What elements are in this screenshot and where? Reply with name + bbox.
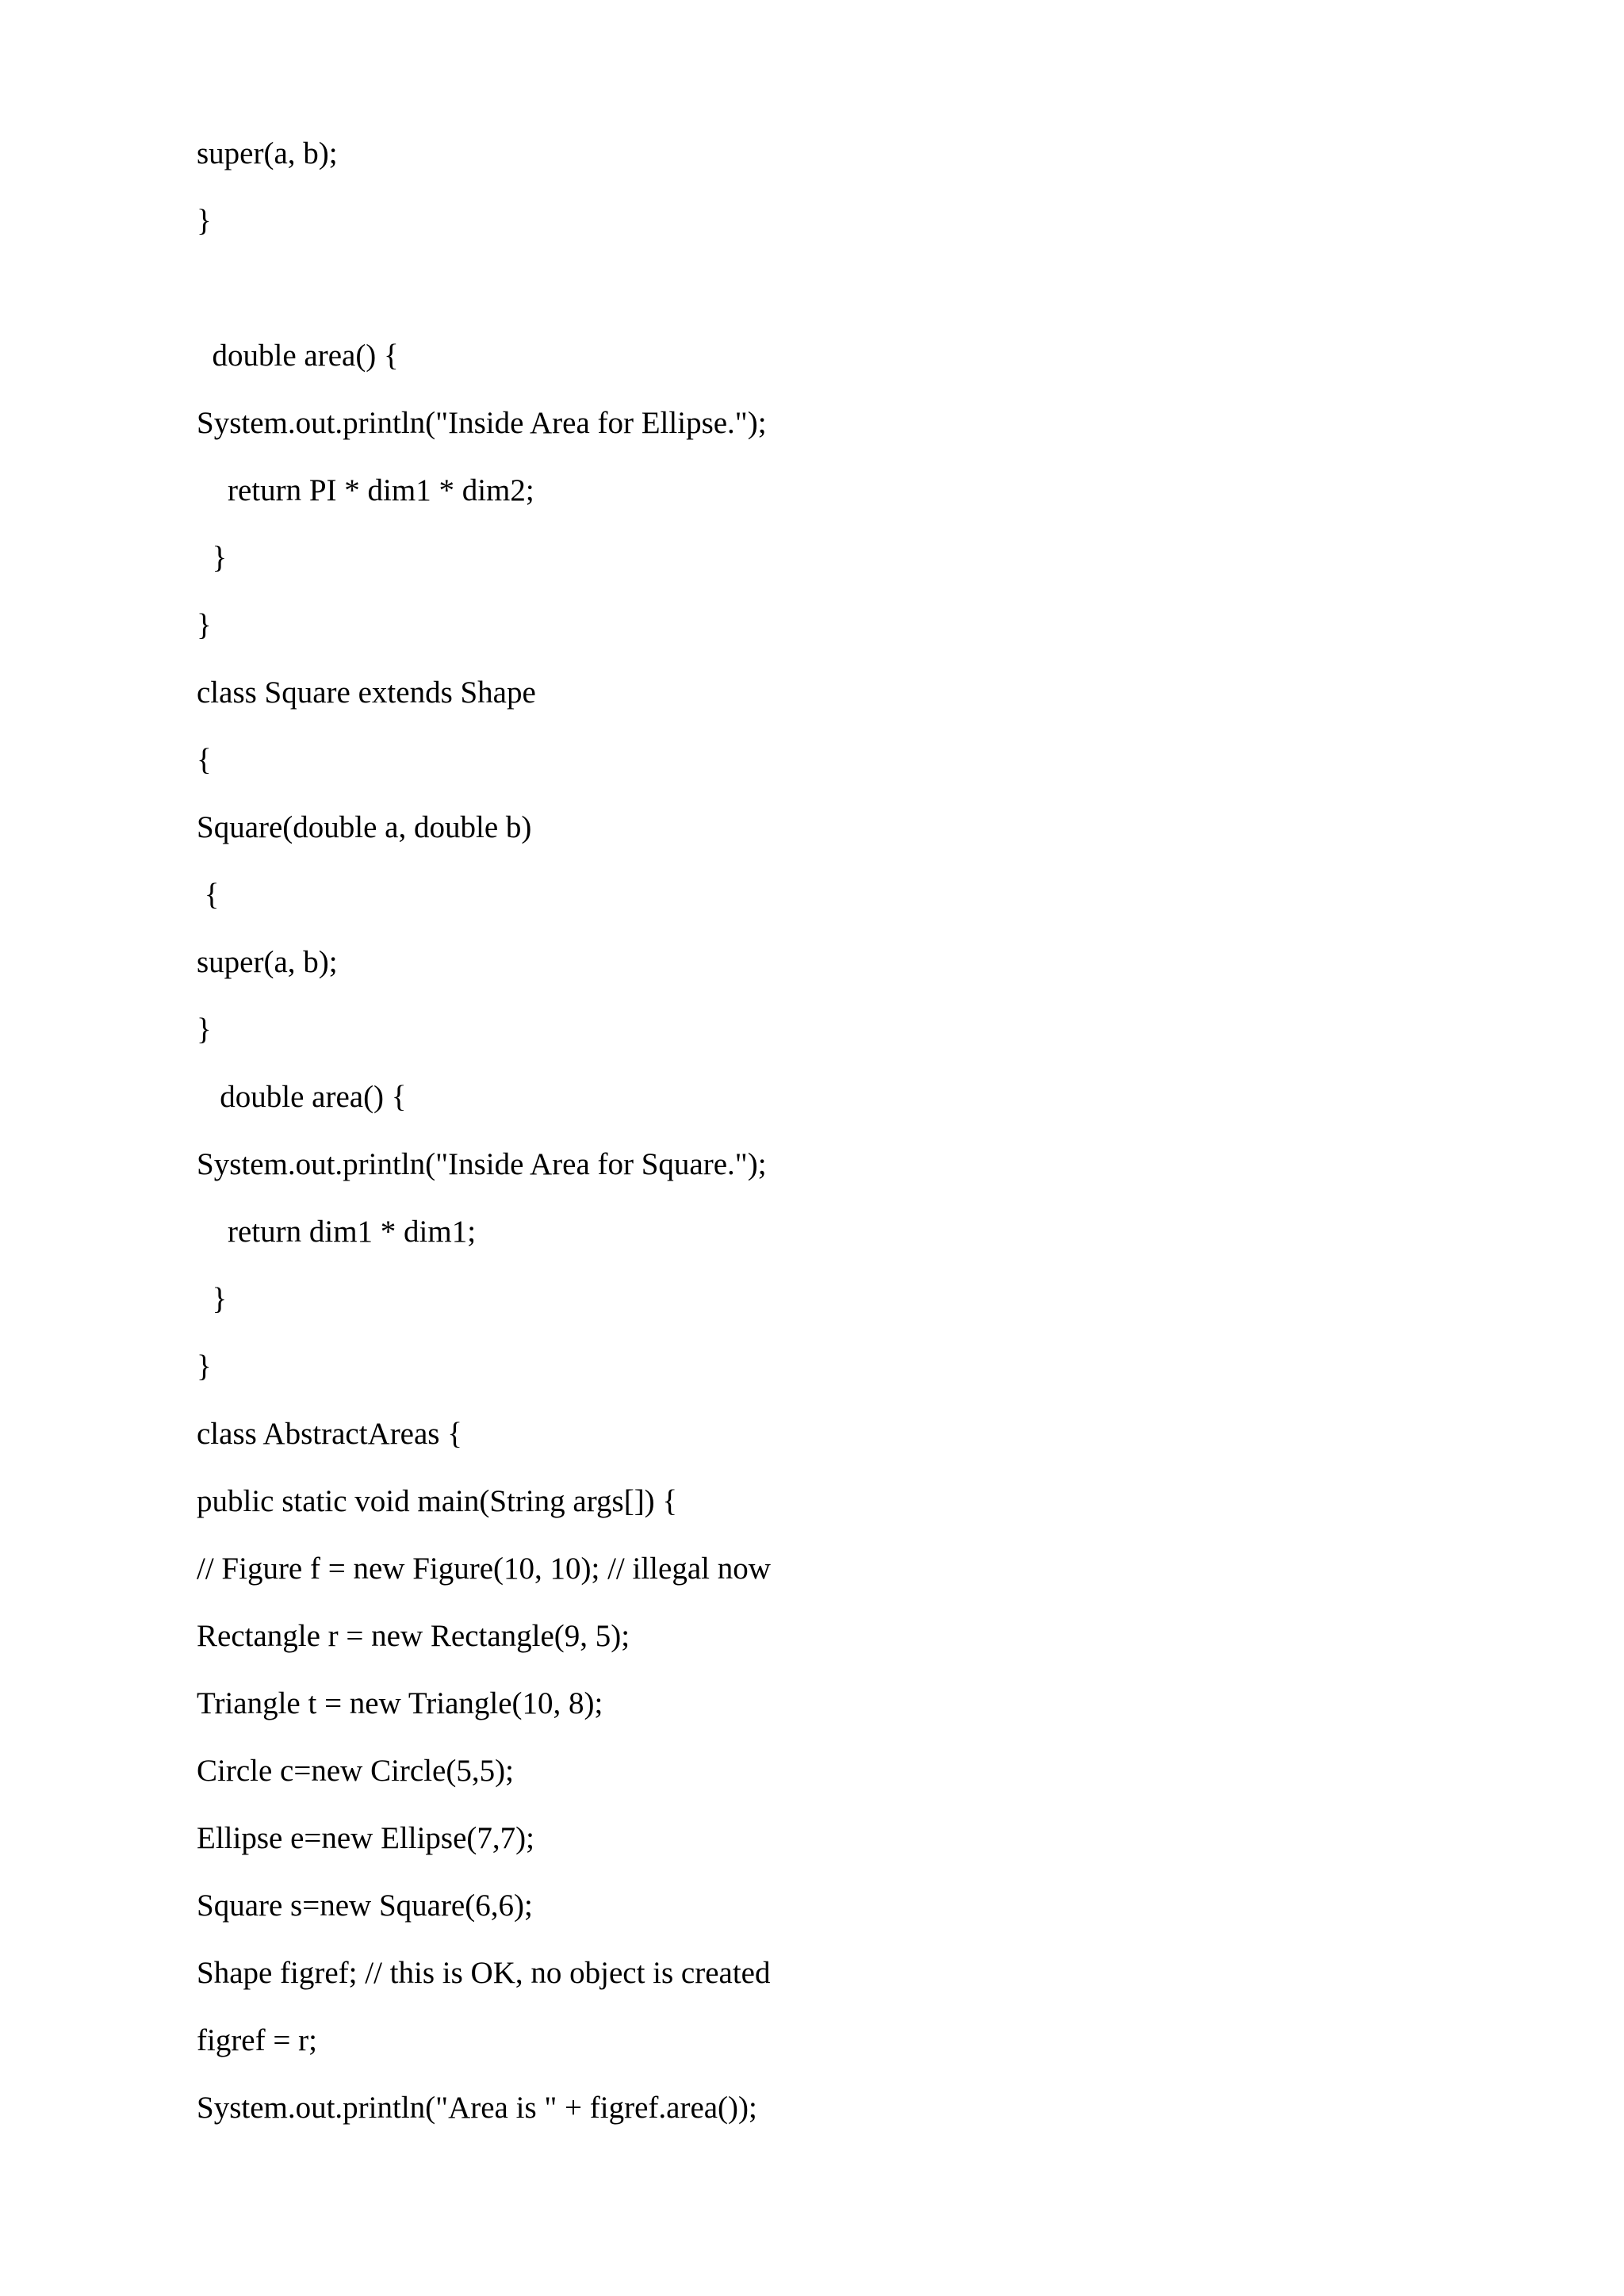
- code-line: class AbstractAreas {: [197, 1417, 462, 1451]
- code-line: super(a, b);: [197, 945, 338, 979]
- code-line: return dim1 * dim1;: [197, 1215, 477, 1249]
- code-line: }: [197, 1349, 212, 1383]
- code-line: {: [197, 878, 220, 912]
- code-line: System.out.println("Inside Area for Square.");: [197, 1147, 767, 1181]
- code-line: double area() {: [197, 1080, 407, 1114]
- code-line: super(a, b);: [197, 136, 338, 170]
- code-line: Ellipse e=new Ellipse(7,7);: [197, 1821, 534, 1855]
- code-line: Square s=new Square(6,6);: [197, 1888, 533, 1923]
- code-line: Rectangle r = new Rectangle(9, 5);: [197, 1619, 630, 1653]
- code-line: }: [197, 1012, 212, 1047]
- code-line: System.out.println("Area is " + figref.area());: [197, 2091, 757, 2125]
- code-line: Shape figref; // this is OK, no object is created: [197, 1956, 771, 1990]
- code-line: }: [197, 608, 212, 642]
- code-line: return PI * dim1 * dim2;: [197, 473, 534, 507]
- code-line: Triangle t = new Triangle(10, 8);: [197, 1686, 603, 1720]
- code-line: System.out.println("Inside Area for Ellipse.");: [197, 406, 767, 440]
- code-line: // Figure f = new Figure(10, 10); // illegal now: [197, 1552, 771, 1586]
- code-line: double area() {: [197, 339, 399, 373]
- code-line: }: [197, 541, 228, 575]
- code-line: Circle c=new Circle(5,5);: [197, 1754, 514, 1788]
- code-line: public static void main(String args[]) {: [197, 1484, 678, 1518]
- code-line: {: [197, 743, 212, 777]
- code-line: class Square extends Shape: [197, 675, 536, 710]
- code-line: figref = r;: [197, 2023, 317, 2057]
- code-line: }: [197, 1282, 228, 1316]
- code-line: }: [197, 204, 212, 238]
- code-line: Square(double a, double b): [197, 810, 532, 844]
